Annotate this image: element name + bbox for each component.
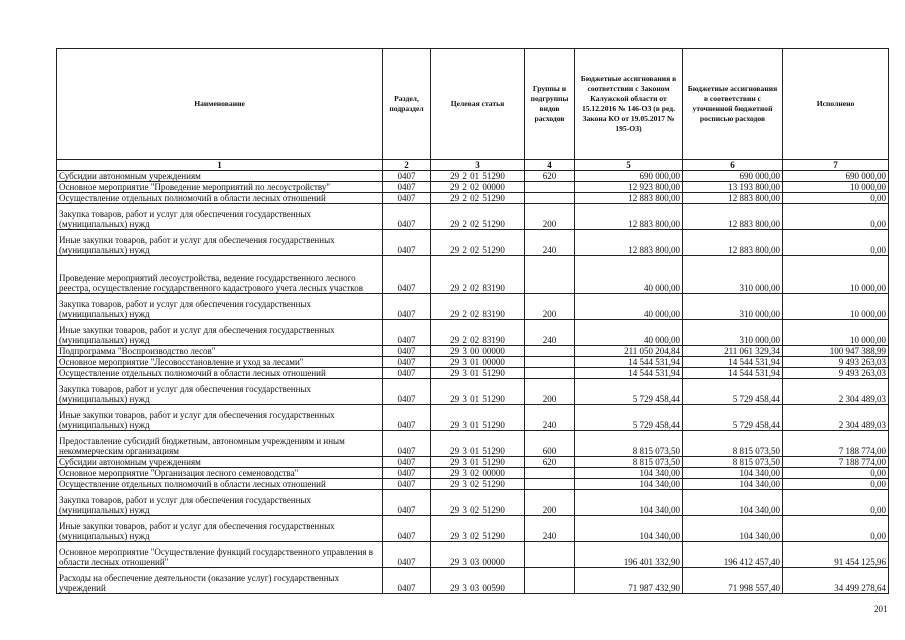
cell-target: 29 3 03 00590 (431, 568, 525, 594)
cell-budget-law: 12 883 800,00 (575, 204, 683, 230)
cell-budget-law: 12 883 800,00 (575, 193, 683, 204)
cell-target: 29 2 02 00000 (431, 182, 525, 193)
cell-section: 0407 (383, 468, 431, 479)
cell-name: Расходы на обеспечение деятельности (оказание услуг) государственных учреждений (57, 568, 383, 594)
cell-budget-law: 104 340,00 (575, 516, 683, 542)
cell-section: 0407 (383, 193, 431, 204)
cell-section: 0407 (383, 182, 431, 193)
cell-section: 0407 (383, 479, 431, 490)
cell-group (525, 182, 575, 193)
cell-executed: 9 493 263,03 (783, 368, 889, 379)
cell-group: 240 (525, 320, 575, 346)
column-number-row (57, 160, 889, 171)
cell-budget-law: 104 340,00 (575, 468, 683, 479)
cell-target: 29 3 01 00000 (431, 357, 525, 368)
cell-target: 29 3 00 00000 (431, 346, 525, 357)
cell-budget-refined: 196 412 457,40 (683, 542, 783, 568)
cell-group: 600 (525, 431, 575, 457)
table-row (57, 204, 889, 230)
cell-group (525, 468, 575, 479)
cell-budget-law: 211 050 204,84 (575, 346, 683, 357)
cell-budget-law: 12 923 800,00 (575, 182, 683, 193)
cell-budget-refined: 8 815 073,50 (683, 457, 783, 468)
cell-group (525, 256, 575, 294)
cell-target: 29 2 02 83190 (431, 294, 525, 320)
cell-executed: 9 493 263,03 (783, 357, 889, 368)
cell-target: 29 2 02 51290 (431, 193, 525, 204)
cell-budget-law: 196 401 332,90 (575, 542, 683, 568)
column-number: 1 (57, 160, 383, 171)
cell-budget-refined: 5 729 458,44 (683, 379, 783, 405)
cell-target: 29 3 01 51290 (431, 457, 525, 468)
cell-group: 240 (525, 230, 575, 256)
table-row (57, 193, 889, 204)
budget-table (56, 48, 889, 594)
table-row (57, 256, 889, 294)
cell-name: Основное мероприятие "Осуществление функций государственного управления в области лесных отношений" (57, 542, 383, 568)
cell-budget-refined: 690 000,00 (683, 171, 783, 182)
cell-executed: 0,00 (783, 468, 889, 479)
header-executed: Исполнено (783, 49, 889, 160)
table-row (57, 379, 889, 405)
cell-budget-refined: 71 998 557,40 (683, 568, 783, 594)
cell-section: 0407 (383, 256, 431, 294)
table-row (57, 479, 889, 490)
cell-section: 0407 (383, 346, 431, 357)
table-row (57, 568, 889, 594)
cell-executed: 0,00 (783, 479, 889, 490)
table-row (57, 171, 889, 182)
cell-target: 29 2 02 51290 (431, 204, 525, 230)
cell-executed: 10 000,00 (783, 182, 889, 193)
cell-name: Осуществление отдельных полномочий в области лесных отношений (57, 479, 383, 490)
cell-target: 29 2 02 83190 (431, 320, 525, 346)
cell-budget-law: 5 729 458,44 (575, 405, 683, 431)
cell-name: Проведение мероприятий лесоустройства, ведение государственного лесного реестра, осуществление государственного кадастрового учета лесных участков (57, 256, 383, 294)
cell-section: 0407 (383, 230, 431, 256)
cell-group (525, 346, 575, 357)
cell-group: 200 (525, 379, 575, 405)
cell-budget-refined: 12 883 800,00 (683, 193, 783, 204)
cell-budget-refined: 211 061 329,34 (683, 346, 783, 357)
table-row (57, 368, 889, 379)
cell-budget-refined: 8 815 073,50 (683, 431, 783, 457)
cell-budget-law: 8 815 073,50 (575, 457, 683, 468)
cell-budget-refined: 104 340,00 (683, 468, 783, 479)
cell-name: Основное мероприятие "Лесовосстановление и уход за лесами" (57, 357, 383, 368)
cell-executed: 0,00 (783, 490, 889, 516)
header-row (57, 49, 889, 160)
cell-budget-refined: 104 340,00 (683, 490, 783, 516)
cell-budget-law: 40 000,00 (575, 256, 683, 294)
table-row (57, 516, 889, 542)
cell-name: Субсидии автономным учреждениям (57, 457, 383, 468)
cell-section: 0407 (383, 568, 431, 594)
header-section: Раздел, подраздел (383, 49, 431, 160)
cell-executed: 0,00 (783, 516, 889, 542)
cell-executed: 2 304 489,03 (783, 379, 889, 405)
cell-group (525, 193, 575, 204)
column-number: 6 (683, 160, 783, 171)
cell-group (525, 357, 575, 368)
cell-name: Закупка товаров, работ и услуг для обеспечения государственных (муниципальных) нужд (57, 379, 383, 405)
cell-name: Предоставление субсидий бюджетным, автономным учреждениям и иным некоммерческим организациям (57, 431, 383, 457)
cell-section: 0407 (383, 516, 431, 542)
cell-target: 29 3 02 51290 (431, 516, 525, 542)
cell-budget-refined: 310 000,00 (683, 294, 783, 320)
cell-name: Закупка товаров, работ и услуг для обеспечения государственных (муниципальных) нужд (57, 490, 383, 516)
column-number: 2 (383, 160, 431, 171)
cell-budget-refined: 13 193 800,00 (683, 182, 783, 193)
cell-budget-law: 40 000,00 (575, 320, 683, 346)
cell-section: 0407 (383, 405, 431, 431)
cell-budget-law: 71 987 432,90 (575, 568, 683, 594)
cell-budget-refined: 5 729 458,44 (683, 405, 783, 431)
cell-budget-law: 14 544 531,94 (575, 357, 683, 368)
cell-group: 620 (525, 457, 575, 468)
cell-budget-refined: 14 544 531,94 (683, 368, 783, 379)
table-row (57, 542, 889, 568)
cell-executed: 0,00 (783, 230, 889, 256)
table-row (57, 457, 889, 468)
column-number: 3 (431, 160, 525, 171)
cell-budget-refined: 310 000,00 (683, 320, 783, 346)
cell-target: 29 3 01 51290 (431, 431, 525, 457)
cell-section: 0407 (383, 204, 431, 230)
cell-target: 29 3 01 51290 (431, 368, 525, 379)
cell-name: Основное мероприятие "Проведение мероприятий по лесоустройству" (57, 182, 383, 193)
cell-budget-refined: 12 883 800,00 (683, 204, 783, 230)
table-row (57, 490, 889, 516)
cell-budget-refined: 310 000,00 (683, 256, 783, 294)
cell-executed: 10 000,00 (783, 320, 889, 346)
cell-name: Осуществление отдельных полномочий в области лесных отношений (57, 193, 383, 204)
cell-group (525, 542, 575, 568)
header-groups: Группы и подгруппы видов расходов (525, 49, 575, 160)
cell-section: 0407 (383, 490, 431, 516)
cell-executed: 10 000,00 (783, 256, 889, 294)
column-number: 4 (525, 160, 575, 171)
header-budget-law: Бюджетные ассигнования в соответствии с Законом Калужской области от 15.12.2016 № 146-ОЗ (в ред. Закона КО от 19.05.2017 № 195-ОЗ) (575, 49, 683, 160)
column-number: 7 (783, 160, 889, 171)
cell-group (525, 368, 575, 379)
cell-name: Закупка товаров, работ и услуг для обеспечения государственных (муниципальных) нужд (57, 294, 383, 320)
cell-section: 0407 (383, 368, 431, 379)
cell-group (525, 479, 575, 490)
cell-budget-law: 14 544 531,94 (575, 368, 683, 379)
cell-group: 240 (525, 516, 575, 542)
cell-target: 29 3 01 51290 (431, 405, 525, 431)
cell-budget-law: 5 729 458,44 (575, 379, 683, 405)
cell-section: 0407 (383, 357, 431, 368)
cell-target: 29 3 02 51290 (431, 479, 525, 490)
table-row (57, 346, 889, 357)
table-row (57, 431, 889, 457)
cell-executed: 7 188 774,00 (783, 431, 889, 457)
cell-name: Основное мероприятие "Организация лесного семеноводства" (57, 468, 383, 479)
cell-target: 29 2 01 51290 (431, 171, 525, 182)
cell-name: Закупка товаров, работ и услуг для обеспечения государственных (муниципальных) нужд (57, 204, 383, 230)
cell-executed: 690 000,00 (783, 171, 889, 182)
cell-section: 0407 (383, 171, 431, 182)
header-name: Наименование (57, 49, 383, 160)
cell-target: 29 3 01 51290 (431, 379, 525, 405)
table-row (57, 468, 889, 479)
cell-budget-law: 40 000,00 (575, 294, 683, 320)
cell-section: 0407 (383, 457, 431, 468)
cell-name: Иные закупки товаров, работ и услуг для обеспечения государственных (муниципальных) нужд (57, 405, 383, 431)
cell-budget-law: 690 000,00 (575, 171, 683, 182)
cell-name: Подпрограмма "Воспроизводство лесов" (57, 346, 383, 357)
cell-target: 29 3 02 00000 (431, 468, 525, 479)
cell-budget-law: 104 340,00 (575, 479, 683, 490)
cell-group: 200 (525, 294, 575, 320)
cell-name: Иные закупки товаров, работ и услуг для обеспечения государственных (муниципальных) нужд (57, 230, 383, 256)
cell-target: 29 2 02 51290 (431, 230, 525, 256)
cell-section: 0407 (383, 294, 431, 320)
cell-group: 240 (525, 405, 575, 431)
cell-group: 200 (525, 490, 575, 516)
cell-target: 29 3 03 00000 (431, 542, 525, 568)
table-body (57, 160, 889, 594)
table-row (57, 230, 889, 256)
cell-target: 29 3 02 51290 (431, 490, 525, 516)
cell-name: Субсидии автономным учреждениям (57, 171, 383, 182)
cell-group (525, 568, 575, 594)
table-row (57, 294, 889, 320)
cell-executed: 34 499 278,64 (783, 568, 889, 594)
cell-budget-refined: 12 883 800,00 (683, 230, 783, 256)
cell-section: 0407 (383, 431, 431, 457)
cell-executed: 2 304 489,03 (783, 405, 889, 431)
header-target: Целевая статья (431, 49, 525, 160)
cell-name: Иные закупки товаров, работ и услуг для обеспечения государственных (муниципальных) нужд (57, 516, 383, 542)
cell-target: 29 2 02 83190 (431, 256, 525, 294)
cell-executed: 0,00 (783, 193, 889, 204)
page-number: 201 (874, 604, 888, 614)
cell-section: 0407 (383, 379, 431, 405)
cell-group: 620 (525, 171, 575, 182)
table-row (57, 357, 889, 368)
table-row (57, 182, 889, 193)
header-budget-refined: Бюджетные ассигнования в соответствии с уточненной бюджетной росписью расходов (683, 49, 783, 160)
cell-budget-refined: 14 544 531,94 (683, 357, 783, 368)
cell-executed: 0,00 (783, 204, 889, 230)
cell-section: 0407 (383, 542, 431, 568)
cell-name: Осуществление отдельных полномочий в области лесных отношений (57, 368, 383, 379)
cell-budget-law: 12 883 800,00 (575, 230, 683, 256)
cell-executed: 10 000,00 (783, 294, 889, 320)
cell-executed: 91 454 125,96 (783, 542, 889, 568)
table-row (57, 405, 889, 431)
table-row (57, 320, 889, 346)
cell-group: 200 (525, 204, 575, 230)
cell-section: 0407 (383, 320, 431, 346)
cell-executed: 100 947 388,99 (783, 346, 889, 357)
column-number: 5 (575, 160, 683, 171)
budget-table-sheet (56, 48, 888, 594)
cell-budget-law: 8 815 073,50 (575, 431, 683, 457)
cell-name: Иные закупки товаров, работ и услуг для обеспечения государственных (муниципальных) нужд (57, 320, 383, 346)
cell-budget-law: 104 340,00 (575, 490, 683, 516)
cell-budget-refined: 104 340,00 (683, 516, 783, 542)
cell-executed: 7 188 774,00 (783, 457, 889, 468)
cell-budget-refined: 104 340,00 (683, 479, 783, 490)
